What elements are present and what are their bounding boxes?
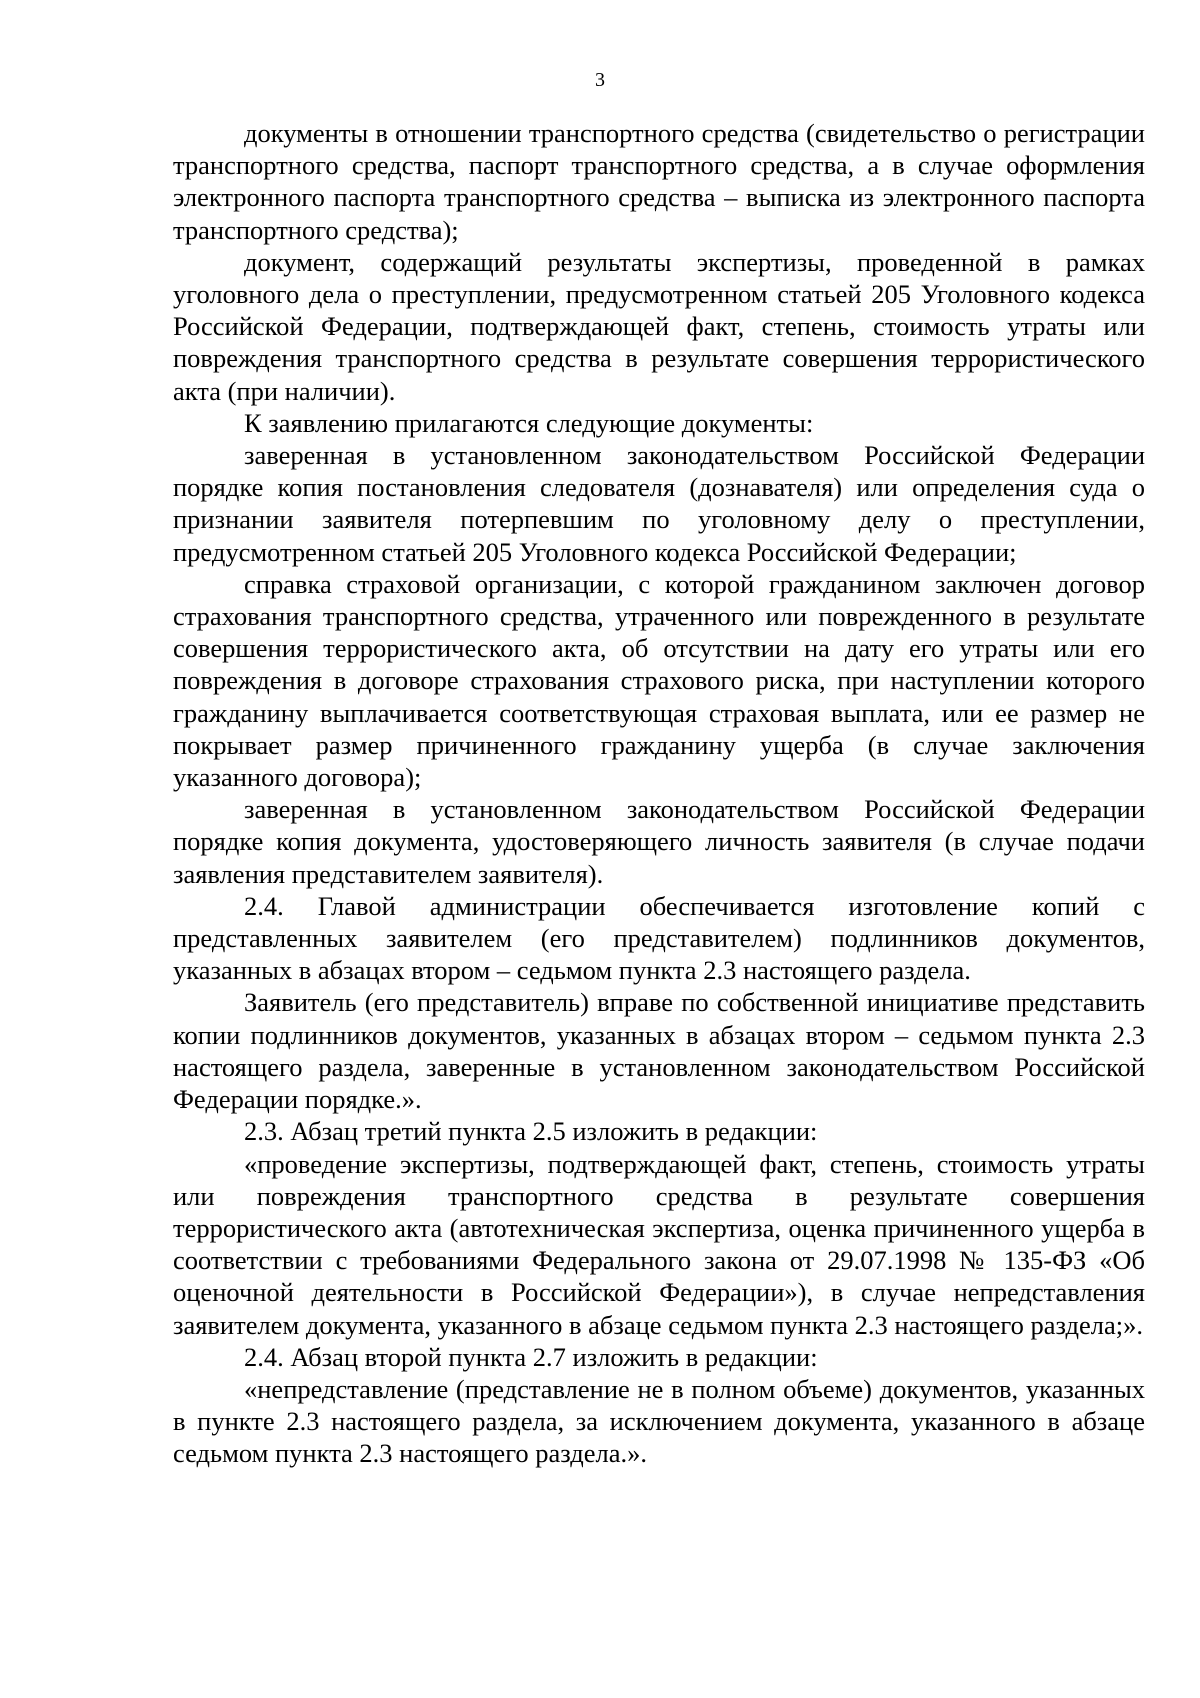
paragraph-amendment-2-3: 2.3. Абзац третий пункта 2.5 изложить в редакции: bbox=[244, 1116, 818, 1147]
paragraph-amendment-2-4-text: «непредставление (представление не в полном объеме) документов, указанных в пункте 2.3 настоящего раздела, за исключением документа, указанного в абзаце седьмом пункта 2.3 настоящего раздела.». bbox=[173, 1373, 1145, 1469]
paragraph-applicant-right: Заявитель (его представитель) вправе по собственной инициативе представить копии подлинников документов, указанных в абзацах втором – седьмом пункта 2.3 настоящего раздела, заверенные в установленном законодательством Российской Федерации порядке.». bbox=[173, 987, 1145, 1115]
paragraph-expertise-document: документ, содержащий результаты экспертизы, проведенной в рамках уголовного дела о преступлении, предусмотренном статьей 205 Уголовного кодекса Российской Федерации, подтверждающей факт, степень, стоимость утраты или повреждения транспортного средства в результате совершения террористического акта (при наличии). bbox=[173, 246, 1145, 406]
paragraph-victim-ruling-copy: заверенная в установленном законодательством Российской Федерации порядке копия постановления следователя (дознавателя) или определения суда о признании заявителя потерпевшим по уголовному делу о преступлении, предусмотренном статьей 205 Уголовного кодекса Российской Федерации; bbox=[173, 440, 1145, 567]
paragraph-amendment-2-4: 2.4. Абзац второй пункта 2.7 изложить в редакции: bbox=[244, 1341, 818, 1372]
paragraph-clause-2-4-copies: 2.4. Главой администрации обеспечивается изготовление копий с представленных заявителем (его представителем) подлинников документов, указанных в абзацах втором – седьмом пункта 2.3 настоящего раздела. bbox=[173, 890, 1145, 986]
document-body bbox=[173, 117, 1145, 1470]
paragraph-attachments-intro: К заявлению прилагаются следующие документы: bbox=[244, 407, 814, 438]
paragraph-vehicle-documents: документы в отношении транспортного средства (свидетельство о регистрации транспортного средства, паспорт транспортного средства, а в случае оформления электронного паспорта транспортного средства – выписка из электронного паспорта транспортного средства); bbox=[173, 118, 1145, 245]
page-number: 3 bbox=[595, 69, 605, 91]
paragraph-insurance-certificate: справка страховой организации, с которой гражданином заключен договор страхования транспортного средства, утраченного или поврежденного в результате совершения террористического акта, об отсутствии на дату его утраты или его повреждения в договоре страхования страхового риска, при наступлении которого гражданину выплачивается соответствующая страховая выплата, или ее размер не покрывает размер причиненного гражданину ущерба (в случае заключения указанного договора); bbox=[173, 568, 1145, 793]
paragraph-identity-document-copy: заверенная в установленном законодательством Российской Федерации порядке копия документа, удостоверяющего личность заявителя (в случае подачи заявления представителем заявителя). bbox=[173, 794, 1145, 889]
paragraph-amendment-2-3-text: «проведение экспертизы, подтверждающей факт, степень, стоимость утраты или повреждения транспортного средства в результате совершения террористического акта (автотехническая экспертиза, оценка причиненного ущерба в соответствии с требованиями Федерального закона от 29.07.1998 № 135-ФЗ «Об оценочной деятельности в Российской Федерации»), в случае непредставления заявителем документа, указанного в абзаце седьмом пункта 2.3 настоящего раздела;». bbox=[173, 1148, 1145, 1340]
